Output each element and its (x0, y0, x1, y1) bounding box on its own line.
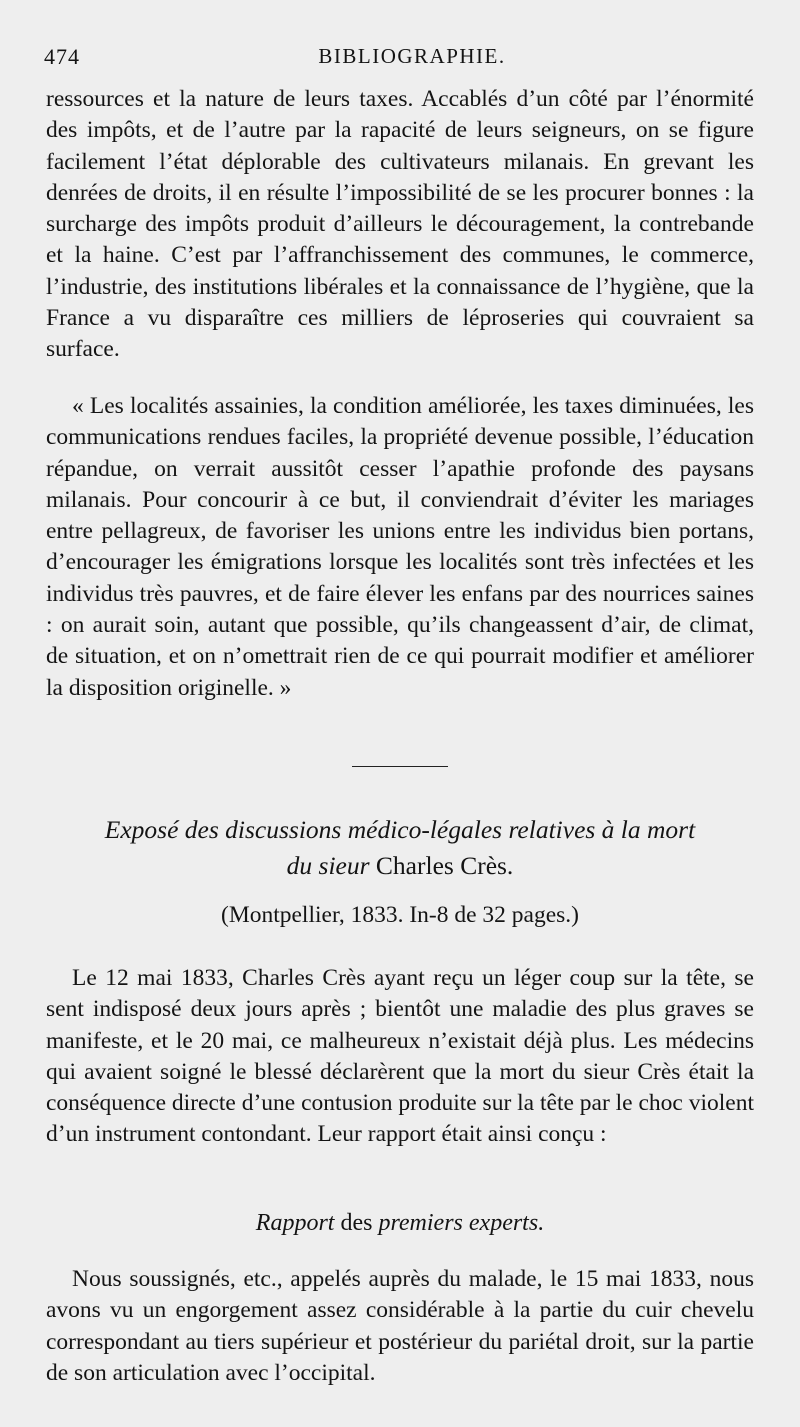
article-title-prefix: du sieur (286, 851, 370, 880)
article-title (40, 812, 760, 884)
paragraph-ressources: ressources et la nature de leurs taxes. Accablés d’un côté par l’énormité des impôts, et de l’autre par la rapacité de leurs seigneurs, on se figure facilement l’état déplorable des cultivateurs milanais. En grevant les denrées de droits, il en résulte l’impossibilité de se les procurer bonnes : la surcharge des impôts produit d’ailleurs le découragement, la contrebande et la haine. C’est par l’affranchissement des communes, le commerce, l’industrie, des institutions libérales et la connaissance de l’hygiène, que la France a vu disparaître ces milliers de léproseries qui couvraient sa surface. (46, 86, 754, 363)
paragraph-block-2 (46, 391, 754, 704)
paragraph-quotation: « Les localités assainies, la condition améliorée, les taxes diminuées, les communications rendues faciles, la propriété devenue possible, l’éducation répandue, on verrait aussitôt cesser l’apathie profonde des paysans milanais. Pour concourir à ce but, il conviendrait d’éviter les mariages entre pellagreux, de favoriser les unions entre les individus bien portans, d’encourager les émigrations lorsque les localités sont très infectées et les individus très pauvres, et de faire élever les enfans par des nourrices saines : on aurait soin, autant que possible, qu’ils changeassent d’air, de climat, de situation, et on n’omettrait rien de ce qui pourrait modifier et améliorer la disposition originelle. » (46, 393, 754, 701)
running-head: BIBLIOGRAPHIE. (318, 44, 506, 68)
page-number: 474 (44, 44, 80, 69)
paragraph-block-1 (46, 84, 754, 366)
paragraph-report: Nous soussignés, etc., appelés auprès du malade, le 15 mai 1833, nous avons vu un engorgement assez considérable à la partie du cuir chevelu correspondant au tiers supérieur et postérieur du pariétal droit, sur la partie de son articulation avec l’occipital. (46, 1266, 754, 1386)
article-title-name: Charles Crès. (375, 851, 514, 880)
paragraph-case: Le 12 mai 1833, Charles Crès ayant reçu un léger coup sur la tête, se sent indisposé deux jours après ; bientôt une maladie des plus graves se manifeste, et le 20 mai, ce malheureux n’existait déjà plus. Les médecins qui avaient soigné le blessé déclarèrent que la mort du sieur Crès était la conséquence directe d’une contusion produite sur la tête par le choc violent d’un instrument contondant. Leur rapport était ainsi conçu : (46, 965, 754, 1148)
article-title-line-1: Exposé des discussions médico-légales relatives à la mort (104, 815, 696, 844)
report-heading-word-3: premiers experts. (378, 1210, 545, 1236)
report-heading-word-2: des (340, 1210, 373, 1236)
report-heading (40, 1208, 760, 1238)
article-title-line-2 (40, 848, 760, 884)
paragraph-block-4 (46, 1264, 754, 1389)
publication-info: (Montpellier, 1833. In-8 de 32 pages.) (221, 902, 579, 928)
page-header (44, 44, 762, 74)
report-heading-word-1: Rapport (255, 1210, 335, 1236)
section-divider (352, 766, 448, 767)
paragraph-block-3 (46, 963, 754, 1151)
